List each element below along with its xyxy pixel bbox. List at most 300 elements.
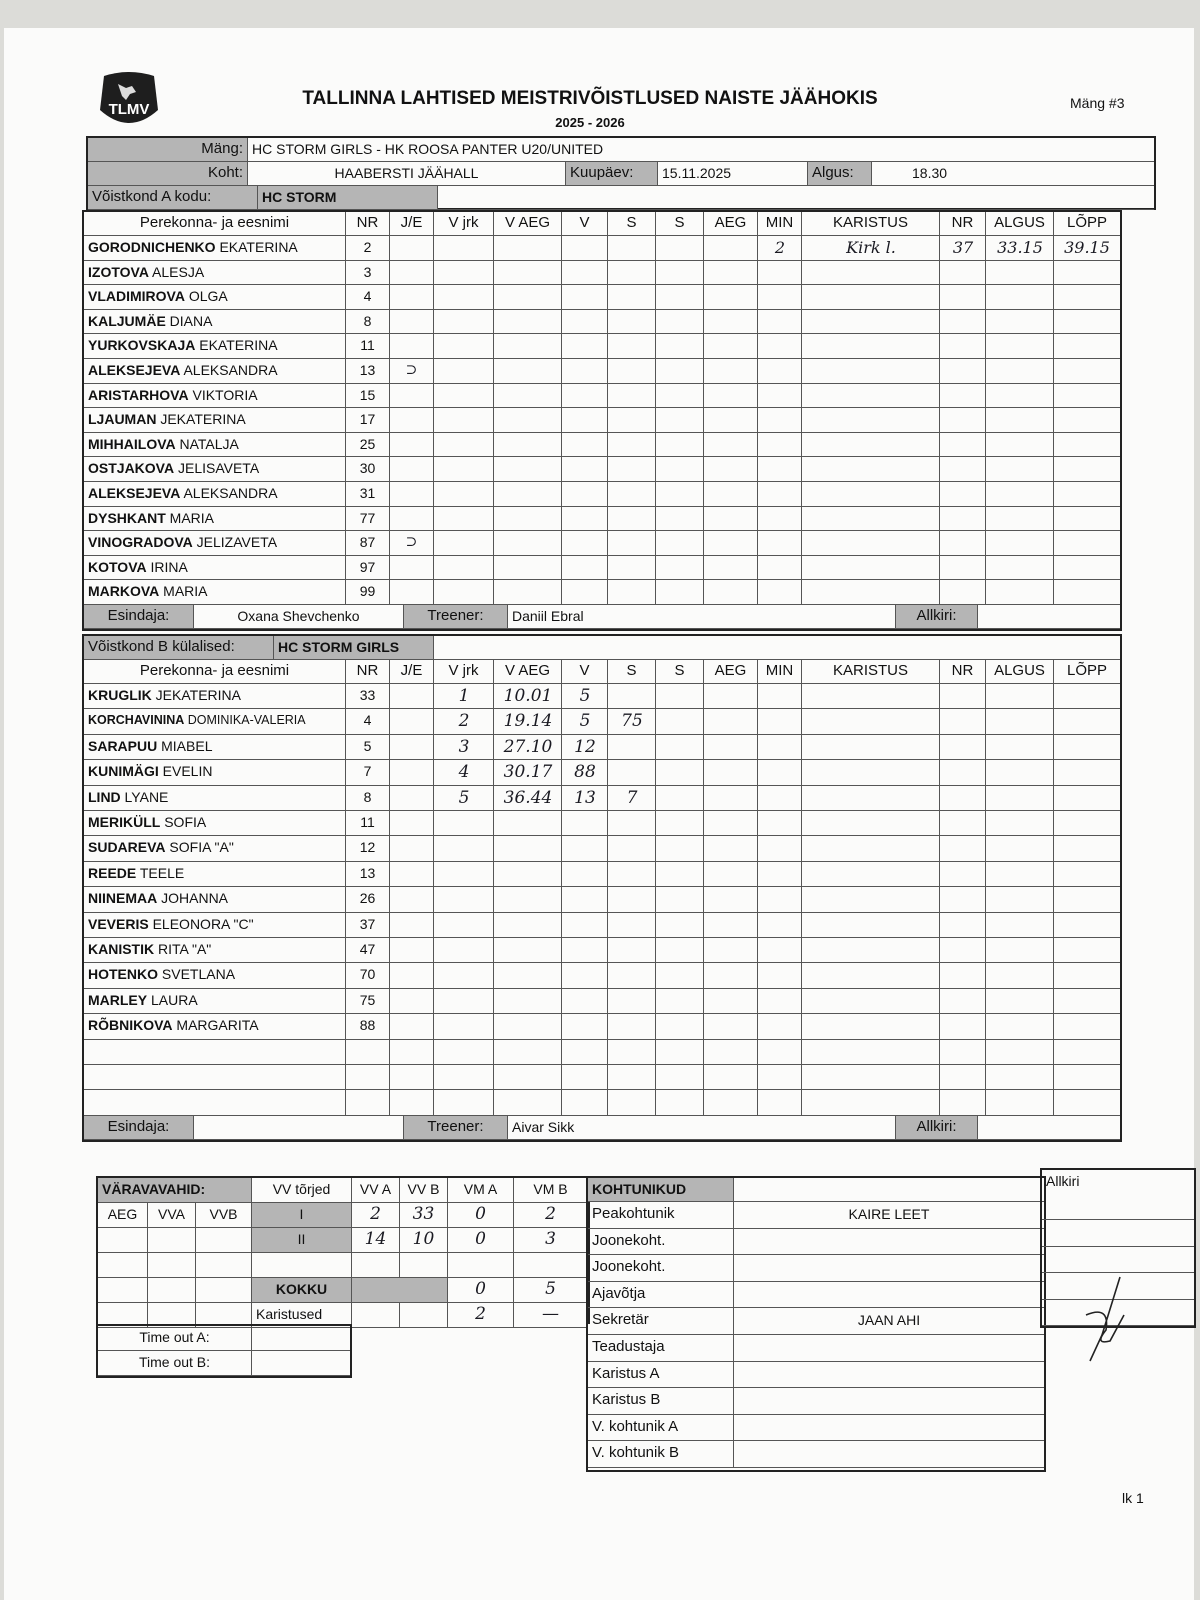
table-cell (940, 862, 986, 887)
goal-v: 12 (574, 736, 596, 757)
table-cell (986, 1065, 1054, 1090)
goal-aeg: 36.44 (503, 787, 553, 808)
column-header: KARISTUS (802, 660, 940, 684)
table-cell (608, 236, 656, 261)
player-surname: OSTJAKOVA (88, 460, 175, 477)
column-header: AEG (704, 212, 758, 236)
table-cell (1054, 989, 1120, 1014)
table-cell (940, 963, 986, 988)
table-cell (986, 811, 1054, 836)
table-cell (940, 1040, 986, 1065)
table-cell (562, 1090, 608, 1115)
player-number: 12 (346, 836, 390, 861)
player-number: 37 (346, 913, 390, 938)
player-surname: MIHHAILOVA (88, 435, 176, 452)
goalie-header: VVA (148, 1203, 196, 1228)
goal-aeg: 10.01 (503, 686, 553, 706)
goalie-col-header: VV B (400, 1178, 448, 1203)
table-cell (986, 938, 1054, 963)
player-firstname: JELISAVETA (174, 460, 260, 477)
table-cell (802, 384, 940, 409)
table-cell (1054, 457, 1120, 482)
period-vmb: 2 (514, 1203, 588, 1228)
table-cell (986, 310, 1054, 335)
column-header: ALGUS (986, 212, 1054, 236)
goalie-cell (98, 1278, 148, 1303)
team_b-box (82, 634, 1122, 1142)
official-role: Ajavõtja (588, 1282, 734, 1309)
table-cell (434, 408, 494, 433)
player-surname: KALJUMÄE (88, 312, 166, 329)
table-cell (940, 735, 986, 760)
table-cell (986, 709, 1054, 734)
table-cell (802, 963, 940, 988)
table-cell (802, 1065, 940, 1090)
player-surname: REEDE (88, 864, 137, 881)
table-cell (562, 310, 608, 335)
goalie-col-header: VM B (514, 1178, 588, 1203)
table-cell (758, 709, 802, 734)
player-firstname: EVELIN (158, 763, 213, 780)
table-cell (656, 482, 704, 507)
table-cell (656, 887, 704, 912)
table-cell (608, 811, 656, 836)
treener-value: Aivar Sikk (508, 1116, 896, 1140)
team-a-name: HC STORM (258, 186, 438, 210)
table-cell (704, 786, 758, 811)
table-cell (940, 507, 986, 532)
table-cell (494, 384, 562, 409)
table-cell (434, 1014, 494, 1039)
table-cell (656, 1014, 704, 1039)
table-cell (802, 836, 940, 861)
table-cell (434, 1040, 494, 1065)
table-cell (758, 310, 802, 335)
player-number: 47 (346, 938, 390, 963)
player-name (84, 963, 346, 988)
table-cell (940, 384, 986, 409)
team-b-fill (434, 636, 1120, 660)
table-cell (562, 811, 608, 836)
official-role: Karistus B (588, 1388, 734, 1415)
table-cell (562, 482, 608, 507)
player-surname: YURKOVSKAJA (88, 337, 196, 354)
player-surname: LJAUMAN (88, 411, 157, 428)
column-header: KARISTUS (802, 212, 940, 236)
page-title: TALLINNA LAHTISED MEISTRIVÕISTLUSED NAISTE JÄÄHOKIS (302, 88, 878, 109)
table-cell (390, 285, 434, 310)
allkiri-value (978, 1116, 1120, 1140)
table-cell (1054, 531, 1120, 556)
table-cell (390, 786, 434, 811)
table-cell (704, 261, 758, 286)
table-cell (608, 408, 656, 433)
column-header: S (608, 660, 656, 684)
player-number: 87 (346, 531, 390, 556)
table-cell (802, 709, 940, 734)
period-vva: 2 (352, 1203, 400, 1228)
official-role: Peakohtunik (588, 1202, 734, 1229)
period-vmb: 3 (514, 1228, 588, 1253)
table-cell (656, 735, 704, 760)
player-surname: GORODNICHENKO (88, 239, 216, 255)
table-cell (608, 285, 656, 310)
table-cell (608, 938, 656, 963)
table-cell (494, 887, 562, 912)
table-cell (494, 556, 562, 581)
table-cell (802, 1014, 940, 1039)
table-cell (434, 811, 494, 836)
table-cell (608, 310, 656, 335)
player-number: 8 (346, 786, 390, 811)
table-cell (802, 433, 940, 458)
table-cell (758, 786, 802, 811)
table-cell (940, 786, 986, 811)
player-name (84, 285, 346, 310)
table-cell (608, 384, 656, 409)
table-cell (802, 913, 940, 938)
table-cell (562, 556, 608, 581)
kuupaev-label: Kuupäev: (566, 162, 658, 186)
team-b-label: Võistkond B külalised: (84, 636, 274, 660)
period-label: I (252, 1203, 352, 1228)
table-cell (390, 811, 434, 836)
player-firstname: EKATERINA (215, 239, 298, 255)
table-cell (802, 482, 940, 507)
player-firstname: DOMINIKA-VALERIA (184, 713, 306, 728)
table-cell (704, 1014, 758, 1039)
table-cell (986, 786, 1054, 811)
table-cell (802, 938, 940, 963)
table-cell (608, 359, 656, 384)
table-cell (494, 285, 562, 310)
table-cell (434, 836, 494, 861)
player-number: 13 (346, 359, 390, 384)
table-cell (940, 334, 986, 359)
player-surname: KANISTIK (88, 941, 155, 957)
table-cell (656, 989, 704, 1014)
blank (252, 1253, 352, 1278)
goalies-title: VÄRAVAVAHID: (98, 1178, 252, 1203)
table-cell (1054, 433, 1120, 458)
table-cell (704, 1065, 758, 1090)
table-cell (758, 285, 802, 310)
official-name: KAIRE LEET (734, 1202, 1044, 1229)
player-number: 5 (346, 735, 390, 760)
table-cell (390, 580, 434, 605)
period-vma: 0 (448, 1203, 514, 1228)
treener-label: Treener: (404, 1116, 508, 1140)
goal-jrk: 4 (458, 762, 470, 783)
player-surname: IZOTOVA (88, 263, 149, 280)
table-cell (390, 507, 434, 532)
table-cell (390, 408, 434, 433)
koht-label: Koht: (88, 162, 248, 186)
table-cell (390, 1014, 434, 1039)
table-cell (390, 310, 434, 335)
table-cell (940, 310, 986, 335)
official-name (734, 1335, 1044, 1362)
table-cell (390, 735, 434, 760)
player-number (346, 1090, 390, 1115)
table-cell (1054, 310, 1120, 335)
table-cell (390, 433, 434, 458)
column-header: V jrk (434, 212, 494, 236)
player-surname: KUNIMÄGI (88, 763, 159, 780)
table-cell (986, 334, 1054, 359)
period-vvb: 10 (400, 1228, 448, 1253)
table-cell (434, 433, 494, 458)
column-header: V AEG (494, 660, 562, 684)
esindaja-label: Esindaja: (84, 605, 194, 629)
table-cell (562, 384, 608, 409)
table-cell (608, 1014, 656, 1039)
table-cell (434, 963, 494, 988)
table-cell (434, 310, 494, 335)
table-cell (656, 963, 704, 988)
table-cell (986, 1090, 1054, 1115)
table-cell (704, 457, 758, 482)
table-cell (986, 1014, 1054, 1039)
goalie-col-header: VM A (448, 1178, 514, 1203)
table-cell (704, 334, 758, 359)
blank (400, 1253, 448, 1278)
table-cell (562, 887, 608, 912)
column-header: MIN (758, 660, 802, 684)
player-name (84, 760, 346, 785)
table-cell (940, 1065, 986, 1090)
table-cell (940, 684, 986, 709)
player-surname: VINOGRADOVA (88, 534, 193, 551)
goalie-header: AEG (98, 1203, 148, 1228)
table-cell (390, 556, 434, 581)
table-cell (704, 938, 758, 963)
goal-v: 5 (579, 686, 591, 706)
table-cell (758, 334, 802, 359)
column-header: V AEG (494, 212, 562, 236)
officials-box (586, 1176, 1046, 1472)
table-cell (704, 507, 758, 532)
table-cell (758, 580, 802, 605)
table-cell (986, 408, 1054, 433)
player-name (84, 531, 346, 556)
table-cell (562, 989, 608, 1014)
table-cell (656, 531, 704, 556)
table-cell (758, 507, 802, 532)
table-cell (758, 684, 802, 709)
table-cell (608, 836, 656, 861)
goalie-cell (148, 1253, 196, 1278)
table-cell (940, 531, 986, 556)
column-header: MIN (758, 212, 802, 236)
table-cell (704, 384, 758, 409)
table-cell (494, 963, 562, 988)
table-cell (758, 938, 802, 963)
goalie-cell (196, 1228, 252, 1253)
table-cell (986, 384, 1054, 409)
player-number: 4 (346, 709, 390, 734)
player-name (84, 507, 346, 532)
table-cell (562, 457, 608, 482)
goalie-cell (148, 1278, 196, 1303)
penalty-nr: 37 (952, 238, 974, 257)
table-cell (656, 236, 704, 261)
table-cell (494, 1090, 562, 1115)
table-cell (986, 433, 1054, 458)
player-surname: RÕBNIKOVA (88, 1017, 173, 1034)
table-cell (608, 989, 656, 1014)
table-cell (802, 811, 940, 836)
official-role: Teadustaja (588, 1335, 734, 1362)
table-cell (494, 408, 562, 433)
table-cell (494, 236, 562, 261)
player-name (84, 684, 346, 709)
allkiri-value (978, 605, 1120, 629)
goal-jrk: 1 (458, 686, 470, 706)
player-name (84, 913, 346, 938)
table-cell (494, 433, 562, 458)
table-cell (608, 531, 656, 556)
table-cell (434, 989, 494, 1014)
table-cell (656, 457, 704, 482)
table-cell (494, 1014, 562, 1039)
table-cell (562, 285, 608, 310)
column-header: S (608, 212, 656, 236)
officials-title: KOHTUNIKUD (588, 1178, 734, 1202)
table-cell (656, 862, 704, 887)
player-name (84, 433, 346, 458)
table-cell (434, 482, 494, 507)
table-cell (656, 709, 704, 734)
table-cell (434, 334, 494, 359)
table-cell (940, 408, 986, 433)
table-cell (608, 580, 656, 605)
table-cell (758, 1040, 802, 1065)
table-cell (758, 408, 802, 433)
player-firstname: MARIA (165, 509, 215, 526)
team-b-name: HC STORM GIRLS (274, 636, 434, 660)
table-cell (494, 457, 562, 482)
player-surname: VLADIMIROVA (88, 288, 185, 305)
table-cell (802, 531, 940, 556)
table-cell (390, 384, 434, 409)
mang-value: HC STORM GIRLS - HK ROOSA PANTER U20/UNITED (248, 138, 1154, 162)
table-cell (656, 310, 704, 335)
table-cell (802, 684, 940, 709)
player-surname: SUDAREVA (88, 839, 166, 856)
player-firstname: NATALJA (175, 435, 239, 452)
official-role: Joonekoht. (588, 1229, 734, 1256)
table-cell (608, 334, 656, 359)
player-number: 75 (346, 989, 390, 1014)
table-cell (562, 862, 608, 887)
table-cell (390, 836, 434, 861)
table-cell (494, 507, 562, 532)
table-cell (940, 359, 986, 384)
player-number: 8 (346, 310, 390, 335)
player-surname: VEVERIS (88, 915, 149, 932)
player-firstname: ALEKSANDRA (180, 362, 278, 378)
table-cell (434, 457, 494, 482)
table-cell (656, 913, 704, 938)
table-cell (1054, 1090, 1120, 1115)
player-firstname: ALESJA (148, 263, 205, 280)
blank (352, 1303, 400, 1328)
table-cell (390, 1040, 434, 1065)
goal-aeg: 19.14 (503, 711, 553, 732)
kokku-label: KOKKU (252, 1278, 352, 1303)
player-name (84, 709, 346, 734)
column-header: V (562, 660, 608, 684)
table-cell (940, 887, 986, 912)
table-cell (758, 457, 802, 482)
table-cell (758, 556, 802, 581)
table-cell (704, 684, 758, 709)
goal-v: 5 (579, 711, 591, 732)
table-cell (608, 735, 656, 760)
player-number: 17 (346, 408, 390, 433)
table-cell (562, 836, 608, 861)
player-surname: LIND (88, 788, 121, 805)
table-cell (390, 236, 434, 261)
blank (448, 1253, 514, 1278)
table-cell (986, 457, 1054, 482)
player-firstname: SOFIA (160, 814, 207, 830)
player-name (84, 457, 346, 482)
table-cell (494, 811, 562, 836)
blank (400, 1303, 448, 1328)
player-firstname: TEELE (136, 864, 185, 881)
player-number: 88 (346, 1014, 390, 1039)
table-cell (562, 913, 608, 938)
player-number: 99 (346, 580, 390, 605)
penalty-karistus: Kirk l. (846, 238, 896, 257)
table-cell (704, 989, 758, 1014)
table-cell (758, 887, 802, 912)
timeout-box (96, 1324, 352, 1378)
table-cell (494, 1065, 562, 1090)
player-number: 25 (346, 433, 390, 458)
table-cell (704, 359, 758, 384)
team-a-fill (438, 186, 1154, 210)
vv-torjed-label: VV tõrjed (252, 1178, 352, 1203)
table-cell (1054, 887, 1120, 912)
player-name (84, 310, 346, 335)
official-role: V. kohtunik A (588, 1415, 734, 1442)
table-cell (608, 913, 656, 938)
table-cell (608, 887, 656, 912)
table-cell (562, 963, 608, 988)
player-firstname: EKATERINA (195, 337, 278, 354)
table-cell (656, 938, 704, 963)
table-cell (1054, 408, 1120, 433)
table-cell (656, 1040, 704, 1065)
player-name (84, 862, 346, 887)
table-cell (562, 334, 608, 359)
player-surname: KOTOVA (88, 558, 147, 575)
player-firstname: JEKATERINA (156, 411, 246, 428)
player-number: 70 (346, 963, 390, 988)
official-name (734, 1255, 1044, 1282)
table-cell (434, 507, 494, 532)
table-cell (494, 482, 562, 507)
table-cell (1054, 938, 1120, 963)
table-cell (562, 236, 608, 261)
player-name (84, 556, 346, 581)
goalie-cell (196, 1253, 252, 1278)
karistused-label: Karistused (252, 1303, 352, 1328)
goalies-box (96, 1176, 590, 1324)
